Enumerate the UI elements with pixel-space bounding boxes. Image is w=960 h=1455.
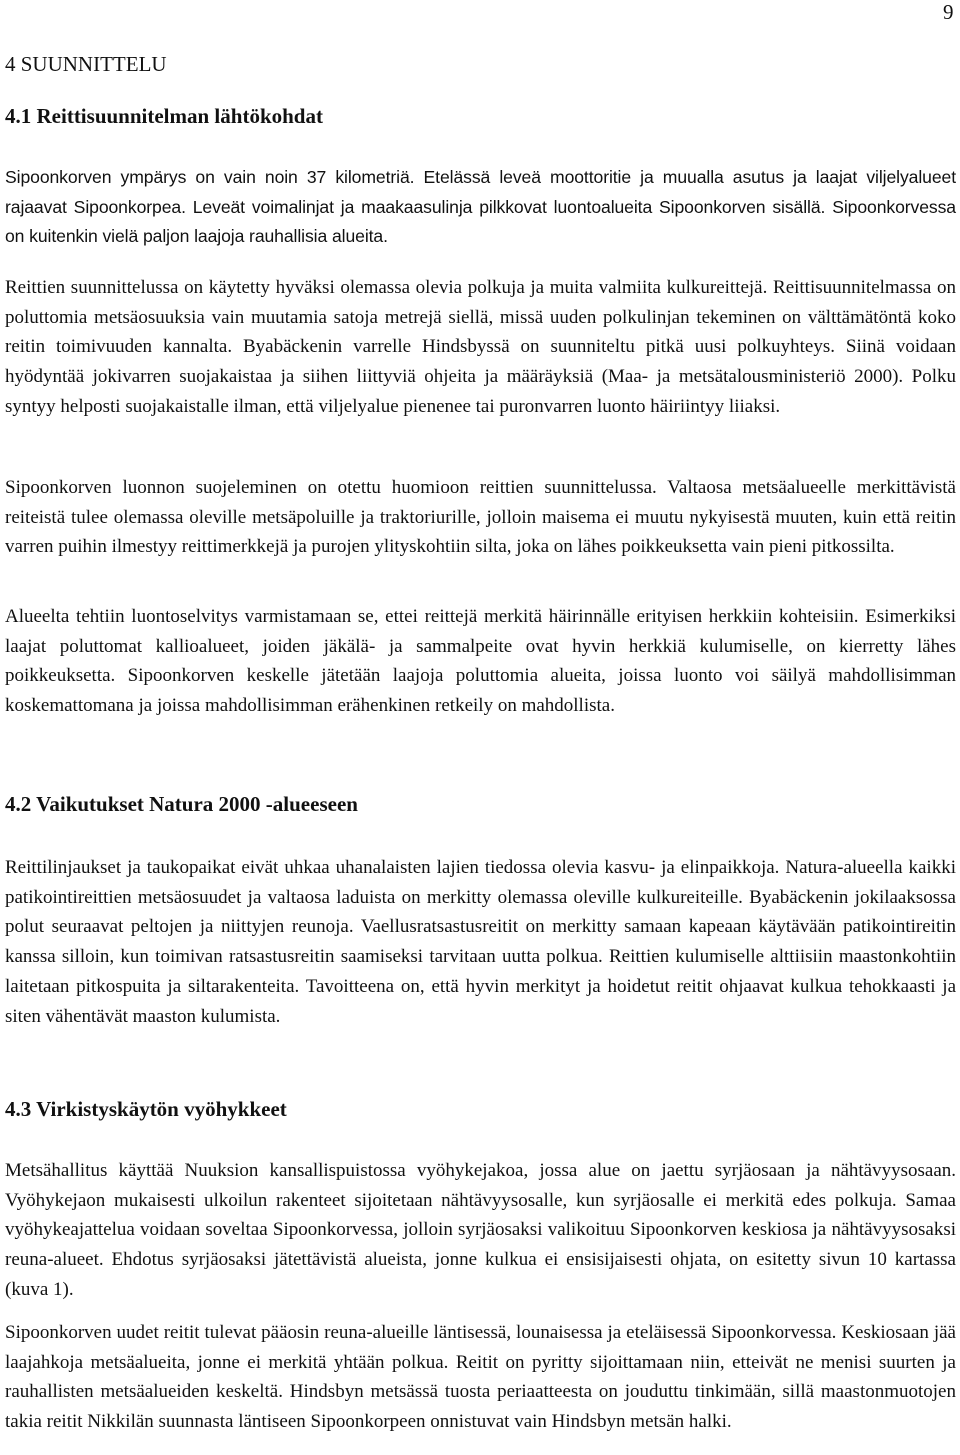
page-number: 9 — [943, 0, 954, 24]
paragraph-4-1-1: Sipoonkorven ympärys on vain noin 37 kilometriä. Etelässä leveä moottoritie ja muualla asutus ja laajat viljelyalueet rajaavat Sipoonkorpea. Leveät voimalinjat ja maakaasulinja pilkkovat luontoalueita Sipoonkorven sisällä. Sipoonkorvessa on kuitenkin vielä paljon laajoja rauhallisia alueita. — [5, 167, 956, 247]
section-title-4-3: 4.3 Virkistyskäytön vyöhykkeet — [5, 1097, 287, 1121]
paragraph-4-3-1: Metsähallitus käyttää Nuuksion kansallispuistossa vyöhykejakoa, jossa alue on jaettu syrjäosaan ja nähtävyysosaan. Vyöhykejaon mukaisesti ulkoilun rakenteet sijoitetaan nähtävyysosalle, kun syrjäosalle ei merkitä edes polkuja. Samaa vyöhykeajattelua voidaan soveltaa Sipoonkorvessa, jolloin syrjäosaksi valikoituu Sipoonkorven keskiosa ja nähtävyysosaksi reuna-alueet. Ehdotus syrjäosaksi jätettävistä alueista, jonne kulkua ei ensisijaisesti ohjata, on esitetty sivun 10 kartassa (kuva 1). — [5, 1160, 956, 1300]
section-title-4-1: 4.1 Reittisuunnitelman lähtökohdat — [5, 104, 323, 128]
paragraph-4-1-4: Alueelta tehtiin luontoselvitys varmistamaan se, ettei reittejä merkitä häirinnälle erityisen herkkiin kohteisiin. Esimerkiksi laajat poluttomat kallioalueet, joiden jäkälä- ja sammalpeite ovat hyvin herkkiä kulumiselle, on kierretty lähes poikkeuksetta. Sipoonkorven keskelle jätetään laajoja poluttomia alueita, joissa luonto voi säilyä mahdollisimman koskemattomana ja joissa mahdollisimman erähenkinen retkeily on mahdollista. — [5, 606, 956, 717]
paragraph-4-3-2: Sipoonkorven uudet reitit tulevat pääosin reuna-alueille läntisessä, lounaisessa ja eteläisessä Sipoonkorvessa. Keskiosaan jää laajahkoja metsäalueita, jonne ei merkitä yhtään polkua. Reitit on pyritty sijoittamaan niin, etteivät ne menisi suurten ja rauhallisten metsäalueiden keskeltä. Hindsbyn metsässä tuosta periaatteesta on jouduttu tinkimään, sillä maastonmuotojen takia reitit Nikkilän suunnasta läntiseen Sipoonkorpeen onnistuvat vain Hindsbyn metsän halki. — [5, 1322, 956, 1433]
chapter-title: 4 SUUNNITTELU — [5, 52, 167, 76]
section-title-4-2: 4.2 Vaikutukset Natura 2000 -alueeseen — [5, 792, 358, 816]
paragraph-4-2-1: Reittilinjaukset ja taukopaikat eivät uhkaa uhanalaisten lajien tiedossa olevia kasvu- ja elinpaikkoja. Natura-alueella kaikki patikointireittien metsäosuudet ja valtaosa laduista on merkitty olemassa oleville kulkureiteille. Byabäckenin jokilaaksossa polut seuraavat peltojen ja niittyjen reunoja. Vaellusratsastusreitit on merkitty samaan kapeaan käytävään patikointireitin kanssa silloin, kun toimivan ratsastusreitin saamiseksi tarvitaan uutta polkua. Reittien kulumiselle alttiisiin maastonkohtiin laitetaan pitkospuita ja siltarakenteita. Tavoitteena on, että hyvin merkityt ja hoidetut reitit ohjaavat kulkua tehokkaasti ja siten vähentävät maaston kulumista. — [5, 857, 956, 1027]
paragraph-4-1-2: Reittien suunnittelussa on käytetty hyväksi olemassa olevia polkuja ja muita valmiita kulkureittejä. Reittisuunnitelmassa on poluttomia metsäosuuksia vain muutamia satoja metrejä siellä, missä uuden polkulinjan tekeminen on välttämätöntä koko reitin toimivuuden kannalta. Byabäckenin varrelle Hindsbyssä on suunniteltu pitkä uusi polkuyhteys. Siinä voidaan hyödyntää jokivarren suojakaistaa ja siihen liittyviä ohjeita ja määräyksiä (Maa- ja metsätalousministeriö 2000). Polku syntyy helposti suojakaistalle ilman, että viljelyalue pienenee tai puronvarren luonto häiriintyy liiaksi. — [5, 277, 956, 417]
paragraph-4-1-3: Sipoonkorven luonnon suojeleminen on otettu huomioon reittien suunnittelussa. Valtaosa metsäalueelle merkittävistä reiteistä tulee olemassa oleville metsäpoluille ja traktoriurille, jolloin maisema ei muutu nykyisestä muuten, kuin että reitin varren puihin ilmestyy reittimerkkejä ja purojen ylityskohtiin silta, joka on lähes poikkeuksetta vain pieni pitkossilta. — [5, 477, 956, 558]
